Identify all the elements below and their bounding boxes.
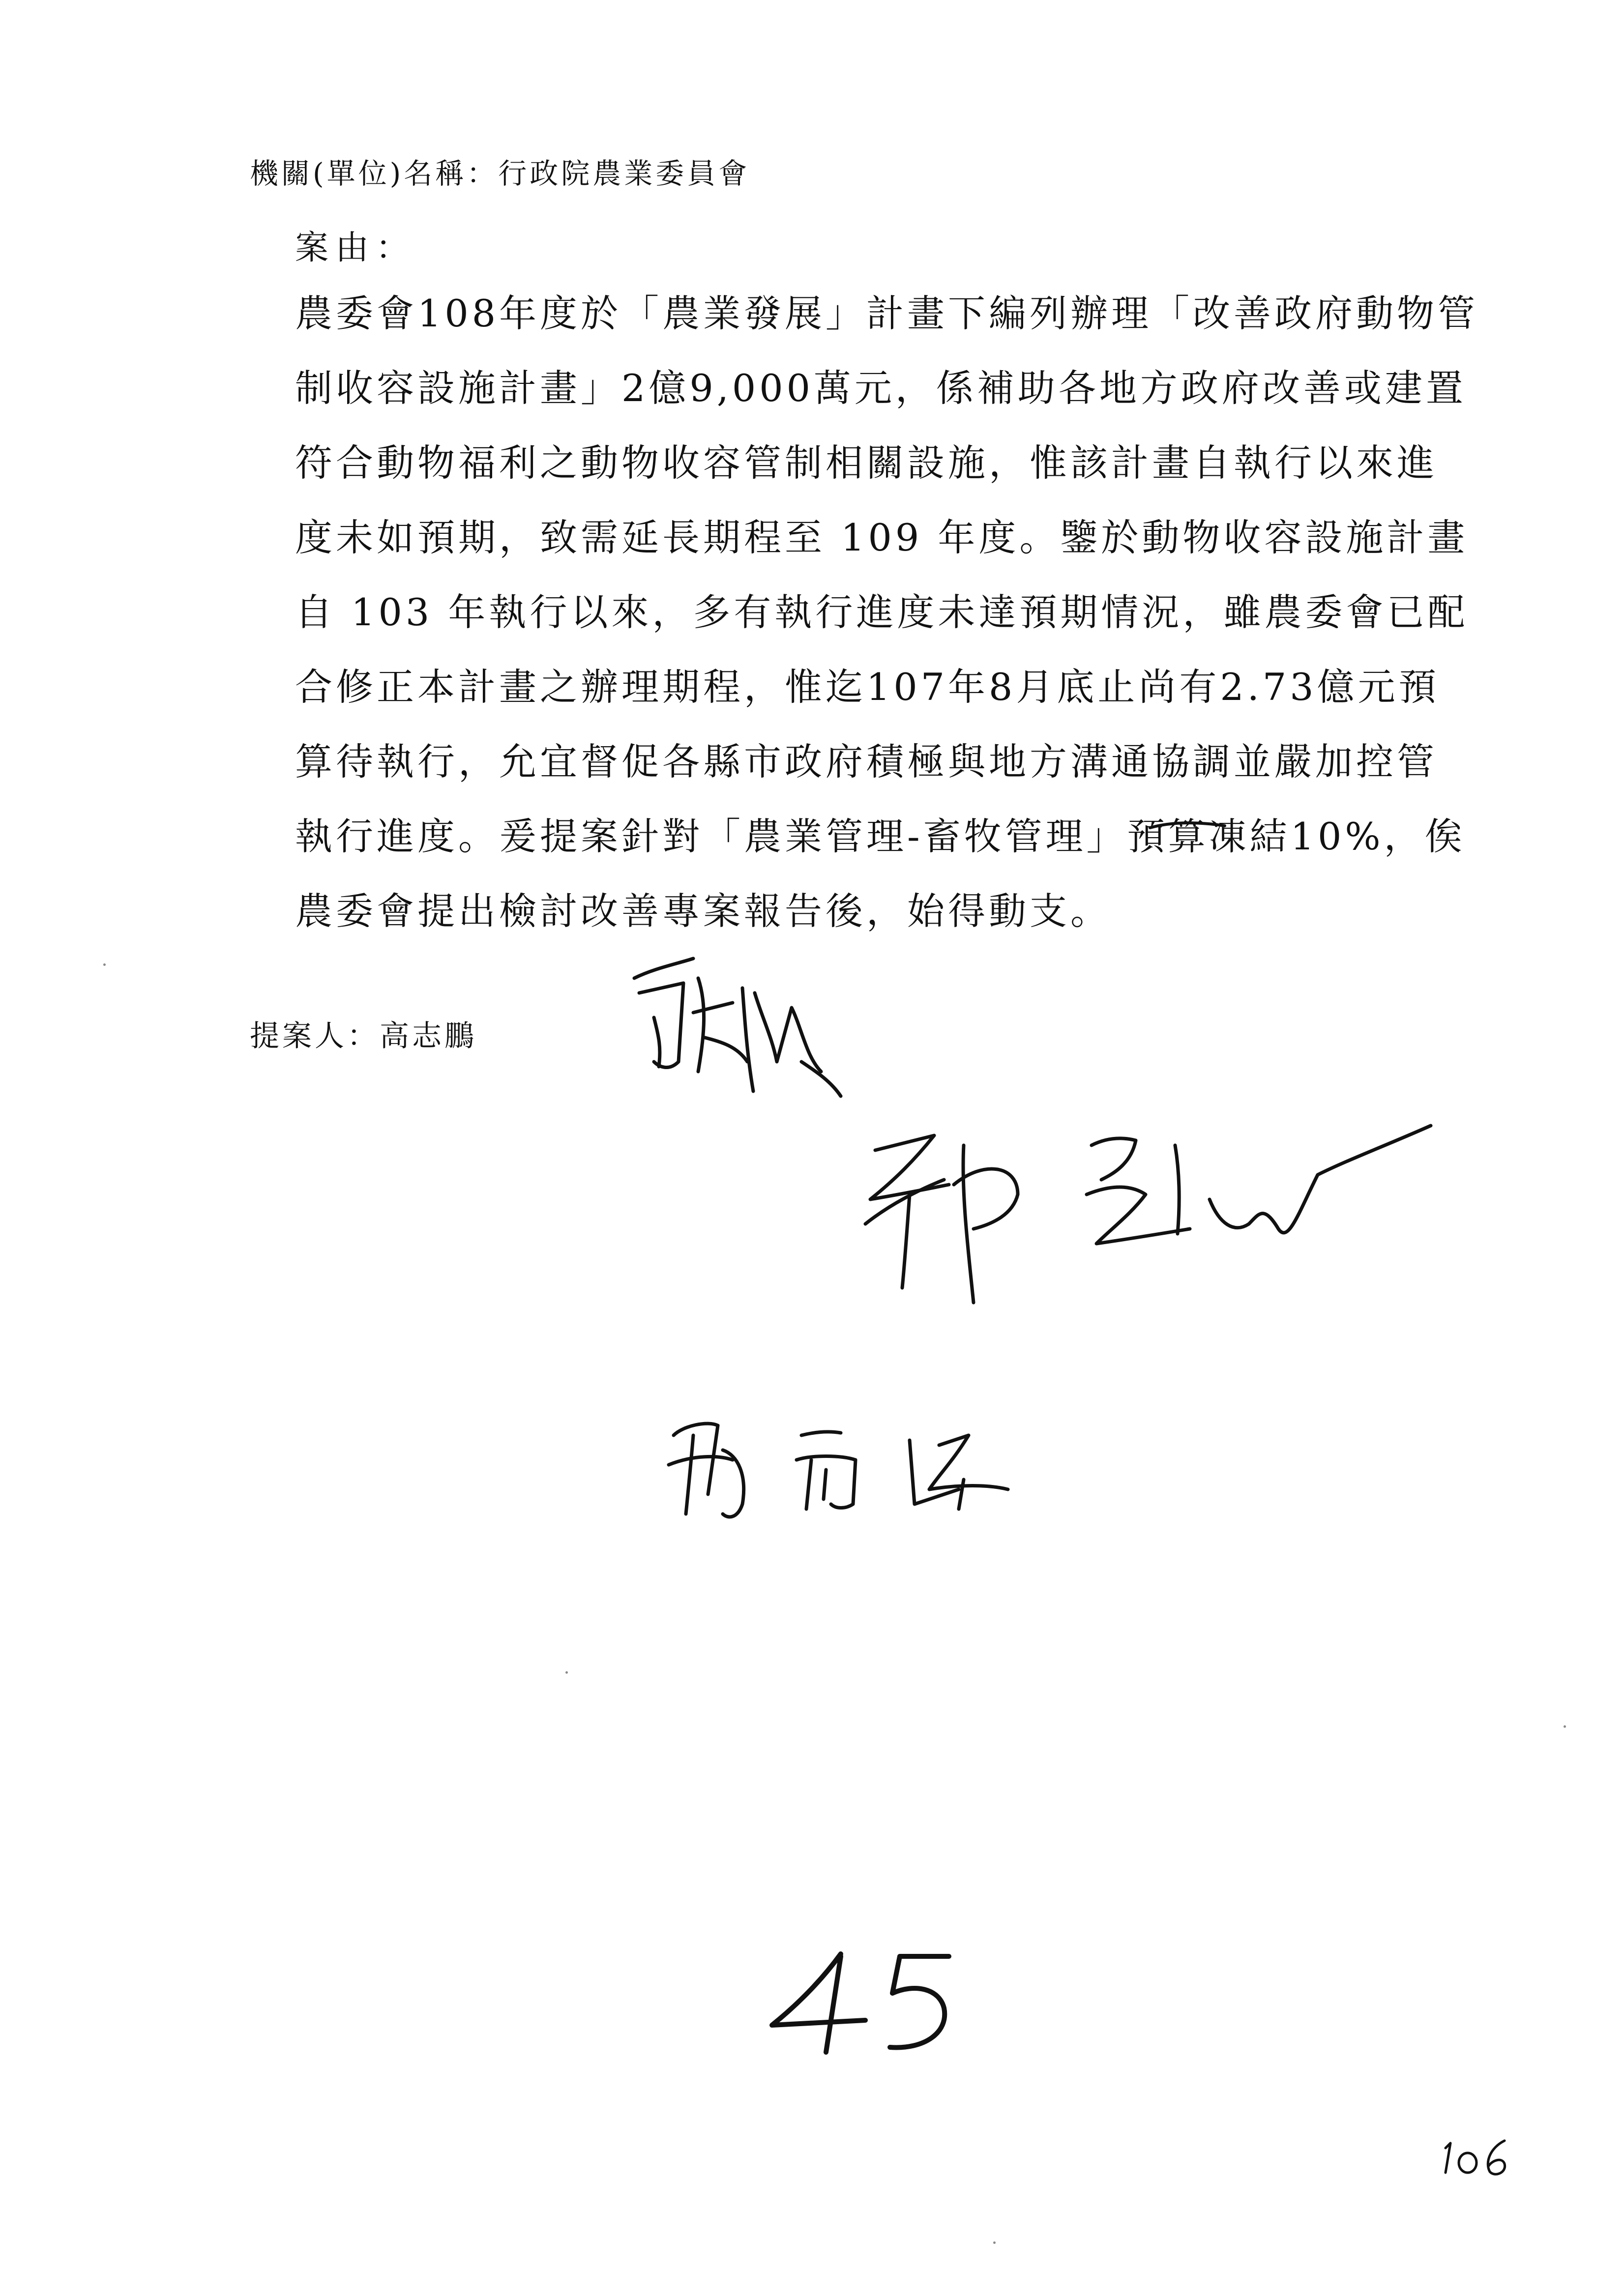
case-line: 自 103 年執行以來，多有執行進度未達預期情況，雖農委會已配 xyxy=(295,590,1469,634)
case-line: 合修正本計畫之辦理期程，惟迄107年8月底止尚有2.73億元預 xyxy=(295,665,1440,709)
scan-speck xyxy=(565,1671,568,1674)
proposer-label: 提案人：高志鵬 xyxy=(250,1019,477,1053)
signature-3 xyxy=(664,1406,1018,1534)
case-line: 符合動物福利之動物收容管制相關設施，惟該計畫自執行以來進 xyxy=(295,441,1438,485)
handwritten-underline xyxy=(1148,815,1227,835)
scan-speck xyxy=(1564,1725,1566,1728)
case-line: 農委會提出檢討改善專案報告後，始得動支。 xyxy=(295,889,1111,933)
case-line: 執行進度。爰提案針對「農業管理-畜牧管理」預算凍結10%，俟 xyxy=(295,814,1466,858)
signature-2 xyxy=(856,1116,1436,1322)
case-body xyxy=(295,283,1479,955)
case-line: 算待執行，允宜督促各縣市政府積極與地方溝通協調並嚴加控管 xyxy=(295,740,1438,784)
scan-speck xyxy=(993,2241,996,2244)
scan-speck xyxy=(103,963,106,966)
case-line: 農委會108年度於「農業發展」計畫下編列辦理「改善政府動物管 xyxy=(295,291,1479,335)
case-heading: 案由： xyxy=(295,229,416,267)
case-line: 度未如預期，致需延長期程至 109 年度。鑒於動物收容設施計畫 xyxy=(295,516,1469,559)
handwritten-number-45 xyxy=(767,1947,974,2057)
agency-name-line: 機關(單位)名稱：行政院農業委員會 xyxy=(250,157,750,190)
signature-1 xyxy=(624,949,846,1106)
case-line: 制收容設施計畫」2億9,000萬元，係補助各地方政府改善或建置 xyxy=(295,366,1467,410)
handwritten-number-106 xyxy=(1436,2133,1514,2180)
